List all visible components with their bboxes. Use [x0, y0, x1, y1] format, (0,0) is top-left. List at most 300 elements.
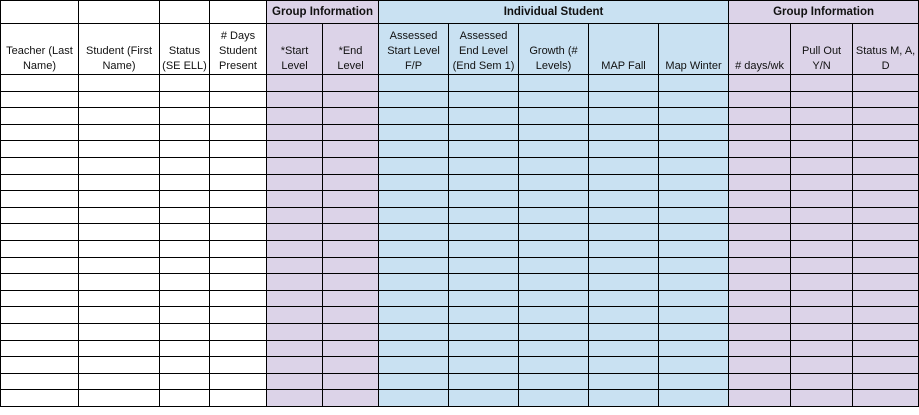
table-cell[interactable]: [79, 307, 160, 324]
table-cell[interactable]: [853, 157, 919, 174]
table-cell[interactable]: [79, 191, 160, 208]
table-cell[interactable]: [589, 323, 659, 340]
table-cell[interactable]: [210, 207, 267, 224]
table-cell[interactable]: [519, 207, 589, 224]
table-cell[interactable]: [160, 108, 210, 125]
blank-header-cell[interactable]: [160, 1, 210, 24]
table-cell[interactable]: [449, 75, 519, 92]
table-cell[interactable]: [659, 75, 729, 92]
table-cell[interactable]: [210, 240, 267, 257]
table-cell[interactable]: [379, 191, 449, 208]
table-cell[interactable]: [79, 124, 160, 141]
table-cell[interactable]: [210, 224, 267, 241]
table-cell[interactable]: [160, 290, 210, 307]
table-cell[interactable]: [791, 274, 853, 291]
table-cell[interactable]: [519, 257, 589, 274]
table-cell[interactable]: [160, 91, 210, 108]
blank-header-cell[interactable]: [79, 1, 160, 24]
table-cell[interactable]: [729, 174, 791, 191]
column-header[interactable]: Pull Out Y/N: [791, 24, 853, 75]
column-header[interactable]: # Days Student Present: [210, 24, 267, 75]
table-cell[interactable]: [323, 307, 379, 324]
table-cell[interactable]: [519, 307, 589, 324]
table-cell[interactable]: [323, 323, 379, 340]
table-cell[interactable]: [519, 323, 589, 340]
table-cell[interactable]: [323, 207, 379, 224]
table-cell[interactable]: [79, 290, 160, 307]
table-cell[interactable]: [449, 274, 519, 291]
table-cell[interactable]: [160, 157, 210, 174]
table-cell[interactable]: [729, 290, 791, 307]
table-cell[interactable]: [379, 357, 449, 374]
table-cell[interactable]: [379, 108, 449, 125]
table-cell[interactable]: [79, 207, 160, 224]
column-header[interactable]: Status (SE ELL): [160, 24, 210, 75]
table-cell[interactable]: [267, 224, 323, 241]
table-cell[interactable]: [267, 340, 323, 357]
table-cell[interactable]: [659, 191, 729, 208]
column-header[interactable]: *Start Level: [267, 24, 323, 75]
table-cell[interactable]: [210, 357, 267, 374]
table-cell[interactable]: [589, 340, 659, 357]
table-cell[interactable]: [379, 323, 449, 340]
column-header[interactable]: *End Level: [323, 24, 379, 75]
table-cell[interactable]: [323, 240, 379, 257]
table-cell[interactable]: [729, 373, 791, 390]
table-cell[interactable]: [729, 274, 791, 291]
table-cell[interactable]: [267, 274, 323, 291]
table-cell[interactable]: [519, 191, 589, 208]
table-cell[interactable]: [79, 274, 160, 291]
table-cell[interactable]: [210, 191, 267, 208]
table-cell[interactable]: [160, 340, 210, 357]
table-cell[interactable]: [1, 224, 79, 241]
table-cell[interactable]: [449, 357, 519, 374]
table-cell[interactable]: [323, 390, 379, 407]
table-cell[interactable]: [659, 174, 729, 191]
table-cell[interactable]: [791, 257, 853, 274]
table-cell[interactable]: [79, 390, 160, 407]
table-cell[interactable]: [267, 307, 323, 324]
table-cell[interactable]: [379, 124, 449, 141]
table-cell[interactable]: [589, 290, 659, 307]
table-cell[interactable]: [160, 274, 210, 291]
table-cell[interactable]: [449, 91, 519, 108]
table-cell[interactable]: [853, 124, 919, 141]
table-cell[interactable]: [589, 91, 659, 108]
table-cell[interactable]: [729, 141, 791, 158]
table-cell[interactable]: [160, 307, 210, 324]
table-cell[interactable]: [449, 207, 519, 224]
table-cell[interactable]: [267, 257, 323, 274]
table-cell[interactable]: [79, 224, 160, 241]
table-cell[interactable]: [323, 257, 379, 274]
group-header-right[interactable]: Group Information: [729, 1, 919, 24]
table-cell[interactable]: [449, 340, 519, 357]
table-cell[interactable]: [853, 373, 919, 390]
table-cell[interactable]: [853, 390, 919, 407]
table-cell[interactable]: [323, 108, 379, 125]
table-cell[interactable]: [449, 141, 519, 158]
table-cell[interactable]: [1, 174, 79, 191]
table-cell[interactable]: [210, 257, 267, 274]
table-cell[interactable]: [791, 174, 853, 191]
table-cell[interactable]: [729, 157, 791, 174]
blank-header-cell[interactable]: [1, 1, 79, 24]
table-cell[interactable]: [659, 357, 729, 374]
table-cell[interactable]: [659, 207, 729, 224]
table-cell[interactable]: [160, 207, 210, 224]
table-cell[interactable]: [323, 75, 379, 92]
table-cell[interactable]: [449, 307, 519, 324]
table-cell[interactable]: [589, 141, 659, 158]
table-cell[interactable]: [853, 174, 919, 191]
table-cell[interactable]: [79, 108, 160, 125]
table-cell[interactable]: [79, 75, 160, 92]
group-header-left[interactable]: Group Information: [267, 1, 379, 24]
table-cell[interactable]: [79, 91, 160, 108]
table-cell[interactable]: [449, 124, 519, 141]
table-cell[interactable]: [659, 373, 729, 390]
table-cell[interactable]: [729, 257, 791, 274]
table-cell[interactable]: [160, 224, 210, 241]
table-cell[interactable]: [729, 108, 791, 125]
table-cell[interactable]: [323, 340, 379, 357]
table-cell[interactable]: [589, 224, 659, 241]
table-cell[interactable]: [449, 191, 519, 208]
table-cell[interactable]: [729, 357, 791, 374]
table-cell[interactable]: [323, 191, 379, 208]
table-cell[interactable]: [519, 357, 589, 374]
table-cell[interactable]: [729, 240, 791, 257]
table-cell[interactable]: [267, 240, 323, 257]
table-cell[interactable]: [267, 157, 323, 174]
table-cell[interactable]: [323, 274, 379, 291]
table-cell[interactable]: [1, 323, 79, 340]
table-cell[interactable]: [659, 274, 729, 291]
table-cell[interactable]: [519, 124, 589, 141]
table-cell[interactable]: [79, 174, 160, 191]
table-cell[interactable]: [210, 390, 267, 407]
table-cell[interactable]: [729, 224, 791, 241]
table-cell[interactable]: [323, 157, 379, 174]
table-cell[interactable]: [379, 274, 449, 291]
table-cell[interactable]: [519, 274, 589, 291]
table-cell[interactable]: [210, 274, 267, 291]
table-cell[interactable]: [210, 75, 267, 92]
table-cell[interactable]: [853, 240, 919, 257]
table-cell[interactable]: [379, 340, 449, 357]
table-cell[interactable]: [791, 224, 853, 241]
table-cell[interactable]: [449, 373, 519, 390]
table-cell[interactable]: [659, 257, 729, 274]
table-cell[interactable]: [659, 108, 729, 125]
table-cell[interactable]: [210, 157, 267, 174]
table-cell[interactable]: [791, 191, 853, 208]
table-cell[interactable]: [267, 91, 323, 108]
table-cell[interactable]: [589, 274, 659, 291]
table-cell[interactable]: [379, 174, 449, 191]
table-cell[interactable]: [1, 157, 79, 174]
table-cell[interactable]: [729, 390, 791, 407]
table-cell[interactable]: [210, 340, 267, 357]
table-cell[interactable]: [1, 75, 79, 92]
table-cell[interactable]: [519, 390, 589, 407]
table-cell[interactable]: [729, 191, 791, 208]
table-cell[interactable]: [210, 174, 267, 191]
table-cell[interactable]: [449, 390, 519, 407]
table-cell[interactable]: [449, 323, 519, 340]
table-cell[interactable]: [160, 373, 210, 390]
table-cell[interactable]: [160, 390, 210, 407]
table-cell[interactable]: [160, 257, 210, 274]
table-cell[interactable]: [323, 373, 379, 390]
column-header[interactable]: Assessed End Level (End Sem 1): [449, 24, 519, 75]
table-cell[interactable]: [853, 207, 919, 224]
column-header[interactable]: Student (First Name): [79, 24, 160, 75]
table-cell[interactable]: [853, 191, 919, 208]
table-cell[interactable]: [210, 373, 267, 390]
table-cell[interactable]: [210, 323, 267, 340]
table-cell[interactable]: [449, 240, 519, 257]
table-cell[interactable]: [853, 274, 919, 291]
table-cell[interactable]: [791, 207, 853, 224]
table-cell[interactable]: [519, 290, 589, 307]
table-cell[interactable]: [267, 191, 323, 208]
table-cell[interactable]: [589, 307, 659, 324]
table-cell[interactable]: [1, 357, 79, 374]
table-cell[interactable]: [519, 373, 589, 390]
column-header[interactable]: Teacher (Last Name): [1, 24, 79, 75]
table-cell[interactable]: [791, 141, 853, 158]
table-cell[interactable]: [1, 141, 79, 158]
table-cell[interactable]: [519, 340, 589, 357]
table-cell[interactable]: [791, 373, 853, 390]
table-cell[interactable]: [449, 157, 519, 174]
table-cell[interactable]: [323, 91, 379, 108]
table-cell[interactable]: [589, 240, 659, 257]
table-cell[interactable]: [1, 390, 79, 407]
table-cell[interactable]: [160, 357, 210, 374]
table-cell[interactable]: [791, 290, 853, 307]
column-header[interactable]: # days/wk: [729, 24, 791, 75]
table-cell[interactable]: [160, 75, 210, 92]
table-cell[interactable]: [160, 124, 210, 141]
table-cell[interactable]: [210, 108, 267, 125]
table-cell[interactable]: [729, 323, 791, 340]
table-cell[interactable]: [267, 290, 323, 307]
table-cell[interactable]: [267, 357, 323, 374]
table-cell[interactable]: [79, 157, 160, 174]
table-cell[interactable]: [853, 75, 919, 92]
table-cell[interactable]: [379, 91, 449, 108]
table-cell[interactable]: [853, 340, 919, 357]
table-cell[interactable]: [853, 323, 919, 340]
column-header[interactable]: Assessed Start Level F/P: [379, 24, 449, 75]
table-cell[interactable]: [160, 141, 210, 158]
table-cell[interactable]: [379, 290, 449, 307]
column-header[interactable]: Status M, A, D: [853, 24, 919, 75]
table-cell[interactable]: [267, 323, 323, 340]
table-cell[interactable]: [160, 191, 210, 208]
table-cell[interactable]: [729, 91, 791, 108]
table-cell[interactable]: [729, 340, 791, 357]
table-cell[interactable]: [853, 290, 919, 307]
table-cell[interactable]: [449, 290, 519, 307]
table-cell[interactable]: [589, 157, 659, 174]
table-cell[interactable]: [791, 75, 853, 92]
table-cell[interactable]: [79, 141, 160, 158]
table-cell[interactable]: [323, 141, 379, 158]
table-cell[interactable]: [79, 323, 160, 340]
table-cell[interactable]: [729, 207, 791, 224]
table-cell[interactable]: [379, 373, 449, 390]
table-cell[interactable]: [1, 373, 79, 390]
table-cell[interactable]: [449, 257, 519, 274]
column-header[interactable]: Map Winter: [659, 24, 729, 75]
table-cell[interactable]: [519, 157, 589, 174]
table-cell[interactable]: [589, 207, 659, 224]
table-cell[interactable]: [853, 108, 919, 125]
table-cell[interactable]: [791, 357, 853, 374]
table-cell[interactable]: [659, 390, 729, 407]
table-cell[interactable]: [519, 75, 589, 92]
table-cell[interactable]: [379, 390, 449, 407]
table-cell[interactable]: [853, 224, 919, 241]
table-cell[interactable]: [589, 373, 659, 390]
table-cell[interactable]: [659, 340, 729, 357]
table-cell[interactable]: [1, 257, 79, 274]
table-cell[interactable]: [519, 224, 589, 241]
table-cell[interactable]: [267, 124, 323, 141]
table-cell[interactable]: [791, 340, 853, 357]
table-cell[interactable]: [79, 357, 160, 374]
table-cell[interactable]: [79, 340, 160, 357]
table-cell[interactable]: [267, 390, 323, 407]
table-cell[interactable]: [210, 124, 267, 141]
table-cell[interactable]: [791, 307, 853, 324]
table-cell[interactable]: [267, 373, 323, 390]
table-cell[interactable]: [210, 141, 267, 158]
table-cell[interactable]: [379, 224, 449, 241]
table-cell[interactable]: [1, 274, 79, 291]
table-cell[interactable]: [1, 240, 79, 257]
column-header[interactable]: MAP Fall: [589, 24, 659, 75]
table-cell[interactable]: [379, 240, 449, 257]
table-cell[interactable]: [267, 108, 323, 125]
table-cell[interactable]: [379, 207, 449, 224]
table-cell[interactable]: [79, 373, 160, 390]
table-cell[interactable]: [267, 207, 323, 224]
table-cell[interactable]: [853, 307, 919, 324]
table-cell[interactable]: [589, 191, 659, 208]
table-cell[interactable]: [379, 75, 449, 92]
table-cell[interactable]: [210, 307, 267, 324]
table-cell[interactable]: [729, 307, 791, 324]
table-cell[interactable]: [323, 124, 379, 141]
table-cell[interactable]: [449, 174, 519, 191]
table-cell[interactable]: [267, 75, 323, 92]
table-cell[interactable]: [379, 141, 449, 158]
table-cell[interactable]: [1, 307, 79, 324]
table-cell[interactable]: [589, 390, 659, 407]
table-cell[interactable]: [79, 240, 160, 257]
table-cell[interactable]: [449, 224, 519, 241]
table-cell[interactable]: [1, 108, 79, 125]
column-header[interactable]: Growth (# Levels): [519, 24, 589, 75]
table-cell[interactable]: [853, 141, 919, 158]
table-cell[interactable]: [589, 124, 659, 141]
table-cell[interactable]: [160, 174, 210, 191]
table-cell[interactable]: [791, 124, 853, 141]
table-cell[interactable]: [1, 290, 79, 307]
table-cell[interactable]: [659, 141, 729, 158]
table-cell[interactable]: [379, 157, 449, 174]
table-cell[interactable]: [519, 91, 589, 108]
table-cell[interactable]: [160, 240, 210, 257]
table-cell[interactable]: [323, 290, 379, 307]
table-cell[interactable]: [853, 357, 919, 374]
table-cell[interactable]: [589, 75, 659, 92]
table-cell[interactable]: [160, 323, 210, 340]
table-cell[interactable]: [791, 390, 853, 407]
table-cell[interactable]: [791, 91, 853, 108]
table-cell[interactable]: [379, 257, 449, 274]
table-cell[interactable]: [379, 307, 449, 324]
table-cell[interactable]: [519, 174, 589, 191]
table-cell[interactable]: [791, 108, 853, 125]
table-cell[interactable]: [853, 91, 919, 108]
table-cell[interactable]: [210, 290, 267, 307]
table-cell[interactable]: [659, 91, 729, 108]
table-cell[interactable]: [519, 240, 589, 257]
table-cell[interactable]: [1, 91, 79, 108]
table-cell[interactable]: [589, 174, 659, 191]
table-cell[interactable]: [729, 75, 791, 92]
table-cell[interactable]: [1, 340, 79, 357]
table-cell[interactable]: [449, 108, 519, 125]
table-cell[interactable]: [659, 307, 729, 324]
table-cell[interactable]: [1, 207, 79, 224]
table-cell[interactable]: [791, 157, 853, 174]
table-cell[interactable]: [1, 191, 79, 208]
table-cell[interactable]: [589, 108, 659, 125]
table-cell[interactable]: [659, 224, 729, 241]
table-cell[interactable]: [589, 357, 659, 374]
table-cell[interactable]: [589, 257, 659, 274]
table-cell[interactable]: [659, 323, 729, 340]
table-cell[interactable]: [729, 124, 791, 141]
table-cell[interactable]: [791, 240, 853, 257]
table-cell[interactable]: [791, 323, 853, 340]
blank-header-cell[interactable]: [210, 1, 267, 24]
table-cell[interactable]: [659, 157, 729, 174]
table-cell[interactable]: [659, 240, 729, 257]
table-cell[interactable]: [267, 174, 323, 191]
table-cell[interactable]: [1, 124, 79, 141]
table-cell[interactable]: [323, 224, 379, 241]
table-cell[interactable]: [79, 257, 160, 274]
table-cell[interactable]: [853, 257, 919, 274]
group-header-middle[interactable]: Individual Student: [379, 1, 729, 24]
table-cell[interactable]: [519, 141, 589, 158]
table-cell[interactable]: [519, 108, 589, 125]
table-cell[interactable]: [659, 290, 729, 307]
table-cell[interactable]: [323, 174, 379, 191]
table-cell[interactable]: [210, 91, 267, 108]
table-cell[interactable]: [323, 357, 379, 374]
table-cell[interactable]: [267, 141, 323, 158]
